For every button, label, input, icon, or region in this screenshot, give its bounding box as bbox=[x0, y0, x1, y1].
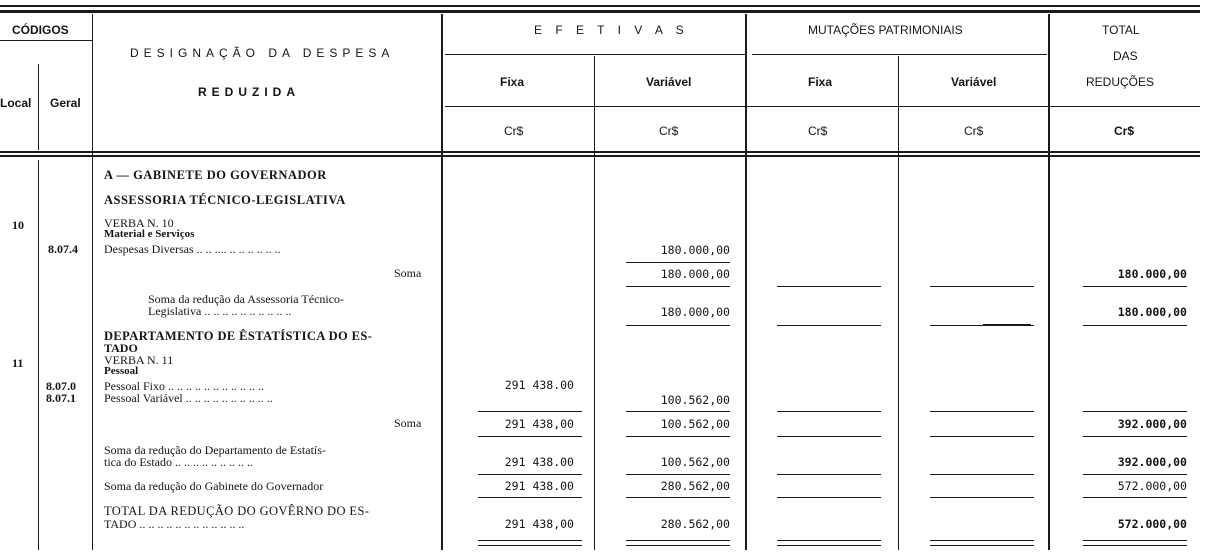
header-designacao: DESIGNAÇÃO DA DESPESA bbox=[130, 46, 395, 60]
geral-code-8070: 8.07.0 bbox=[46, 379, 76, 393]
header-das: DAS bbox=[1113, 49, 1138, 63]
total-total: 572.000,00 bbox=[1117, 517, 1187, 531]
soma-dept-variavel: 100.562,00 bbox=[660, 455, 730, 469]
section-departamento-line1: DEPARTAMENTO DE ÊSTATÍSTICA DO ES- bbox=[104, 329, 373, 343]
soma-assessoria-variavel: 180.000,00 bbox=[660, 305, 730, 319]
currency-variavel-efetivas: Cr$ bbox=[659, 124, 679, 138]
header-geral: Geral bbox=[50, 96, 81, 110]
soma-gabinete-total: 572.000,00 bbox=[1117, 479, 1187, 493]
header-reducoes: REDUÇÕES bbox=[1086, 75, 1155, 89]
pessoal-fixo-fixa: 291 438.00 bbox=[504, 378, 574, 392]
header-fixa-efetivas: Fixa bbox=[500, 75, 525, 89]
total-variavel: 280.562,00 bbox=[660, 517, 730, 531]
section-departamento-line2: TADO bbox=[104, 341, 138, 355]
verba-10: VERBA N. 10 bbox=[104, 216, 174, 230]
soma-assessoria-total: 180.000,00 bbox=[1117, 305, 1187, 319]
header-fixa-mutacoes: Fixa bbox=[808, 75, 833, 89]
soma-dept-total: 392.000,00 bbox=[1117, 455, 1187, 469]
pessoal-variavel-variavel: 100.562,00 bbox=[660, 393, 730, 407]
total-reducao-line1: TOTAL DA REDUÇÃO DO GOVÊRNO DO ES- bbox=[104, 504, 370, 518]
material-servicos: Material e Serviços bbox=[104, 228, 195, 240]
header-efetivas: E F E T I V A S bbox=[534, 23, 689, 37]
currency-fixa-efetivas: Cr$ bbox=[504, 124, 524, 138]
section-gabinete: A — GABINETE DO GOVERNADOR bbox=[104, 168, 327, 182]
header-mutacoes: MUTAÇÕES PATRIMONIAIS bbox=[808, 23, 963, 37]
despesas-variavel: 180.000,00 bbox=[660, 243, 730, 257]
soma2-fixa: 291 438,00 bbox=[504, 417, 574, 431]
pessoal-variavel: Pessoal Variável .. .. .. .. .. .. .. .. .. .. bbox=[104, 391, 273, 405]
currency-fixa-mutacoes: Cr$ bbox=[808, 124, 828, 138]
geral-code-8071: 8.07.1 bbox=[46, 391, 76, 405]
despesas-diversas: Despesas Diversas .. .. .... .. .. .. .. .. .. bbox=[104, 242, 281, 256]
soma1-total: 180.000,00 bbox=[1117, 267, 1187, 281]
header-local: Local bbox=[0, 96, 32, 110]
soma-gabinete-fixa: 291 438.00 bbox=[504, 479, 574, 493]
currency-variavel-mutacoes: Cr$ bbox=[964, 124, 984, 138]
soma-assessoria-line2: Legislativa .. .. .. .. .. .. .. .. .. .. bbox=[148, 304, 292, 318]
soma-dept-line2: tica do Estado .. .. .. .. .. .. .. .. .. bbox=[104, 455, 253, 469]
header-codigos: CÓDIGOS bbox=[12, 23, 69, 37]
soma-assessoria-line1: Soma da redução da Assessoria Técnico- bbox=[148, 292, 345, 306]
local-code-10: 10 bbox=[12, 218, 24, 232]
pessoal-fixo: Pessoal Fixo .. .. .. .. .. .. .. .. .. .. .. bbox=[104, 379, 265, 393]
geral-code-8074: 8.07.4 bbox=[48, 242, 78, 256]
header-variavel-efetivas: Variável bbox=[646, 75, 692, 89]
soma-gabinete-variavel: 280.562,00 bbox=[660, 479, 730, 493]
pessoal-label: Pessoal bbox=[104, 365, 139, 377]
header-reduzida: REDUZIDA bbox=[198, 85, 300, 99]
section-assessoria: ASSESSORIA TÉCNICO-LEGISLATIVA bbox=[104, 193, 346, 207]
header-total: TOTAL bbox=[1102, 23, 1140, 37]
total-fixa: 291 438,00 bbox=[504, 517, 574, 531]
soma1-variavel: 180.000,00 bbox=[660, 267, 730, 281]
soma-dept-fixa: 291 438.00 bbox=[504, 455, 574, 469]
soma-label-2: Soma bbox=[394, 416, 422, 430]
soma-label-1: Soma bbox=[394, 266, 422, 280]
local-code-11: 11 bbox=[12, 356, 24, 370]
verba-11: VERBA N. 11 bbox=[104, 353, 174, 367]
soma-dept-line1: Soma da redução do Departamento de Estatís- bbox=[104, 443, 326, 457]
header-variavel-mutacoes: Variável bbox=[951, 75, 997, 89]
total-reducao-line2: TADO .. .. .. .. .. .. .. .. .. .. .. .. bbox=[104, 517, 245, 531]
soma2-total: 392.000,00 bbox=[1117, 417, 1187, 431]
soma-gabinete: Soma da redução do Gabinete do Governador bbox=[104, 479, 324, 493]
currency-total: Cr$ bbox=[1114, 124, 1135, 138]
soma2-variavel: 100.562,00 bbox=[660, 417, 730, 431]
